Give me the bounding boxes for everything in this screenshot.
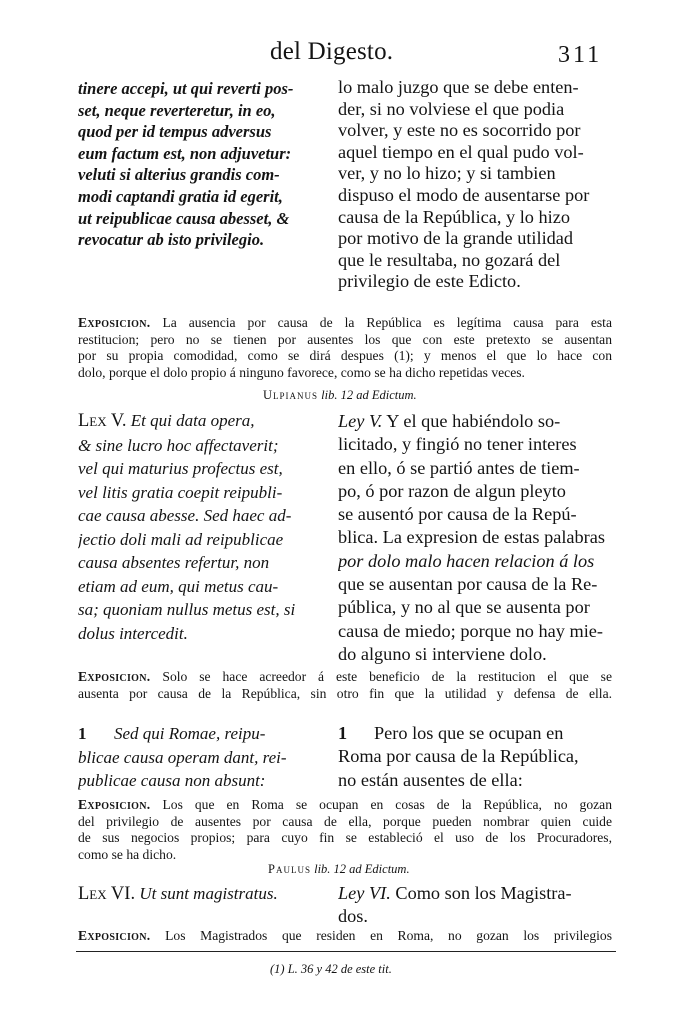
- running-title: del Digesto.: [270, 38, 394, 65]
- latin-column-lex-5: [78, 409, 318, 645]
- latin-line: Ut sunt magistratus.: [139, 884, 278, 903]
- spanish-line: dispuso el modo de ausentarse por: [338, 184, 590, 205]
- source-attribution-2: [268, 862, 410, 877]
- exposicion-text: ausenta por causa de la República, sin otro fin que la utilidad y defensa de ella.: [78, 685, 612, 701]
- latin-line: Sed qui Romae, reipu-: [114, 724, 266, 743]
- footnote-divider: [76, 951, 616, 952]
- exposicion-4: [78, 928, 612, 945]
- latin-line: revocatur ab isto privilegio.: [78, 230, 265, 250]
- spanish-line: aquel tiempo en el qual pudo vol-: [338, 141, 584, 162]
- exposicion-text: restitucion; pero no se tienen por ausentes los que con este pretexto se ausentan: [78, 331, 612, 347]
- spanish-line: blica. La expresion de estas palabras: [338, 527, 605, 548]
- latin-line: quod per id tempus adversus: [78, 122, 272, 142]
- attribution-reference: lib. 12 ad Edictum.: [321, 388, 417, 402]
- spanish-line: privilegio de este Edicto.: [338, 271, 521, 292]
- spanish-line: po, ó por razon de algun pleyto: [338, 480, 566, 501]
- lex-heading: Lex V.: [78, 411, 127, 431]
- latin-line: veluti si alterius grandis com-: [78, 165, 280, 185]
- latin-line: dolus intercedit.: [78, 623, 188, 643]
- spanish-line: por dolo malo hacen relacion á los: [338, 550, 595, 571]
- section-number: 1: [78, 724, 87, 743]
- exposicion-1: [78, 315, 612, 381]
- spanish-line: Roma por causa de la República,: [338, 746, 579, 767]
- spanish-line: causa de miedo; porque no hay mie-: [338, 620, 603, 641]
- ley-heading: Ley VI.: [338, 883, 391, 903]
- spanish-line: licitado, y fingió no tener interes: [338, 434, 577, 455]
- exposicion-text: La ausencia por causa de la República es legítima causa para esta: [162, 315, 612, 330]
- latin-line: Et qui data opera,: [130, 411, 255, 430]
- latin-column-section-1: [78, 722, 318, 793]
- footnote: (1) L. 36 y 42 de este tit.: [270, 962, 392, 976]
- latin-line: tinere accepi, ut qui reverti pos-: [78, 79, 294, 98]
- attribution-author: Ulpianus: [263, 388, 319, 402]
- spanish-column-ley-6: [338, 882, 610, 929]
- spanish-line: Pero los que se ocupan en: [374, 723, 564, 743]
- latin-line: vel qui maturius profectus est,: [78, 459, 283, 478]
- ley-heading: Ley V.: [338, 411, 383, 431]
- spanish-column-1: [338, 77, 610, 293]
- exposicion-2: [78, 669, 612, 702]
- spanish-line: causa de la República, y lo hizo: [338, 206, 570, 227]
- spanish-line: se ausentó por causa de la Repú-: [338, 504, 577, 525]
- exposicion-text: por su propia comodidad, como se dirá despues (1); y menos el que lo hace con: [78, 348, 612, 363]
- exposicion-label: Exposicion.: [78, 797, 151, 812]
- exposicion-text: Solo se hace acreedor á este beneficio de la restitucion el que se: [162, 669, 612, 684]
- spanish-line: que le resultaba, no gozará del: [338, 249, 561, 270]
- exposicion-label: Exposicion.: [78, 669, 151, 684]
- spanish-line: do alguno si interviene dolo.: [338, 643, 547, 664]
- latin-line: vel litis gratia coepit reipubli-: [78, 482, 283, 502]
- spanish-line: volver, y este no es socorrido por: [338, 120, 581, 141]
- latin-line: etiam ad eum, qui metus cau-: [78, 576, 279, 596]
- source-attribution-1: [263, 388, 417, 403]
- spanish-line: ver, y no lo hizo; y si tambien: [338, 163, 556, 184]
- latin-line: ut reipublicae causa abesset, &: [78, 208, 290, 228]
- exposicion-label: Exposicion.: [78, 928, 151, 943]
- exposicion-text: Los Magistrados que residen en Roma, no gozan los privilegios: [165, 928, 612, 943]
- exposicion-text: dolo, porque el dolo propio á ninguno favorece, como se ha dicho repetidas veces.: [78, 364, 525, 380]
- spanish-line: Como son los Magistra-: [395, 883, 572, 903]
- latin-line: publicae causa non absunt:: [78, 771, 266, 790]
- spanish-line: no están ausentes de ella:: [338, 769, 523, 790]
- spanish-column-ley-5: [338, 410, 610, 666]
- spanish-column-section-1: [338, 722, 610, 792]
- page-number: 311: [558, 42, 603, 68]
- section-number: 1: [338, 723, 348, 743]
- spanish-line: pública, y no al que se ausenta por: [338, 597, 590, 618]
- exposicion-3: [78, 797, 612, 863]
- lex-heading: Lex VI.: [78, 884, 136, 904]
- exposicion-label: Exposicion.: [78, 315, 151, 330]
- latin-line: & sine lucro hoc affectaverit;: [78, 435, 279, 455]
- spanish-line: Y el que habiéndolo so-: [386, 411, 561, 431]
- latin-line: blicae causa operam dant, rei-: [78, 747, 287, 767]
- latin-column-lex-6: [78, 882, 318, 907]
- attribution-reference: lib. 12 ad Edictum.: [314, 862, 410, 876]
- spanish-line: lo malo juzgo que se debe enten-: [338, 77, 579, 97]
- exposicion-text: Los que en Roma se ocupan en cosas de la República, no gozan: [162, 797, 612, 812]
- latin-line: jectio doli mali ad reipublicae: [78, 529, 284, 549]
- spanish-line: que se ausentan por causa de la Re-: [338, 574, 598, 595]
- latin-line: eum factum est, non adjuvetur:: [78, 143, 292, 163]
- spanish-line: der, si no volviese el que podia: [338, 98, 565, 119]
- spanish-line: por motivo de la grande utilidad: [338, 228, 574, 249]
- latin-column-1: [78, 78, 318, 251]
- latin-line: sa; quoniam nullus metus est, si: [78, 600, 296, 619]
- exposicion-text: del privilegio de ausentes por causa de ella, porque pueden nombrar quien cuide: [78, 813, 612, 829]
- latin-line: modi captandi gratia id egerit,: [78, 186, 283, 206]
- exposicion-text: de sus negocios propios; para cuyo fin se estableció el uso de los Procuradores,: [78, 830, 612, 845]
- exposicion-text: como se ha dicho.: [78, 846, 177, 862]
- latin-line: set, neque reverteretur, in eo,: [78, 100, 276, 120]
- attribution-author: Paulus: [268, 862, 311, 876]
- latin-line: cae causa abesse. Sed haec ad-: [78, 506, 292, 525]
- latin-line: causa absentes refertur, non: [78, 553, 270, 572]
- spanish-line: en ello, ó se partió antes de tiem-: [338, 457, 580, 478]
- spanish-line: dos.: [338, 906, 368, 927]
